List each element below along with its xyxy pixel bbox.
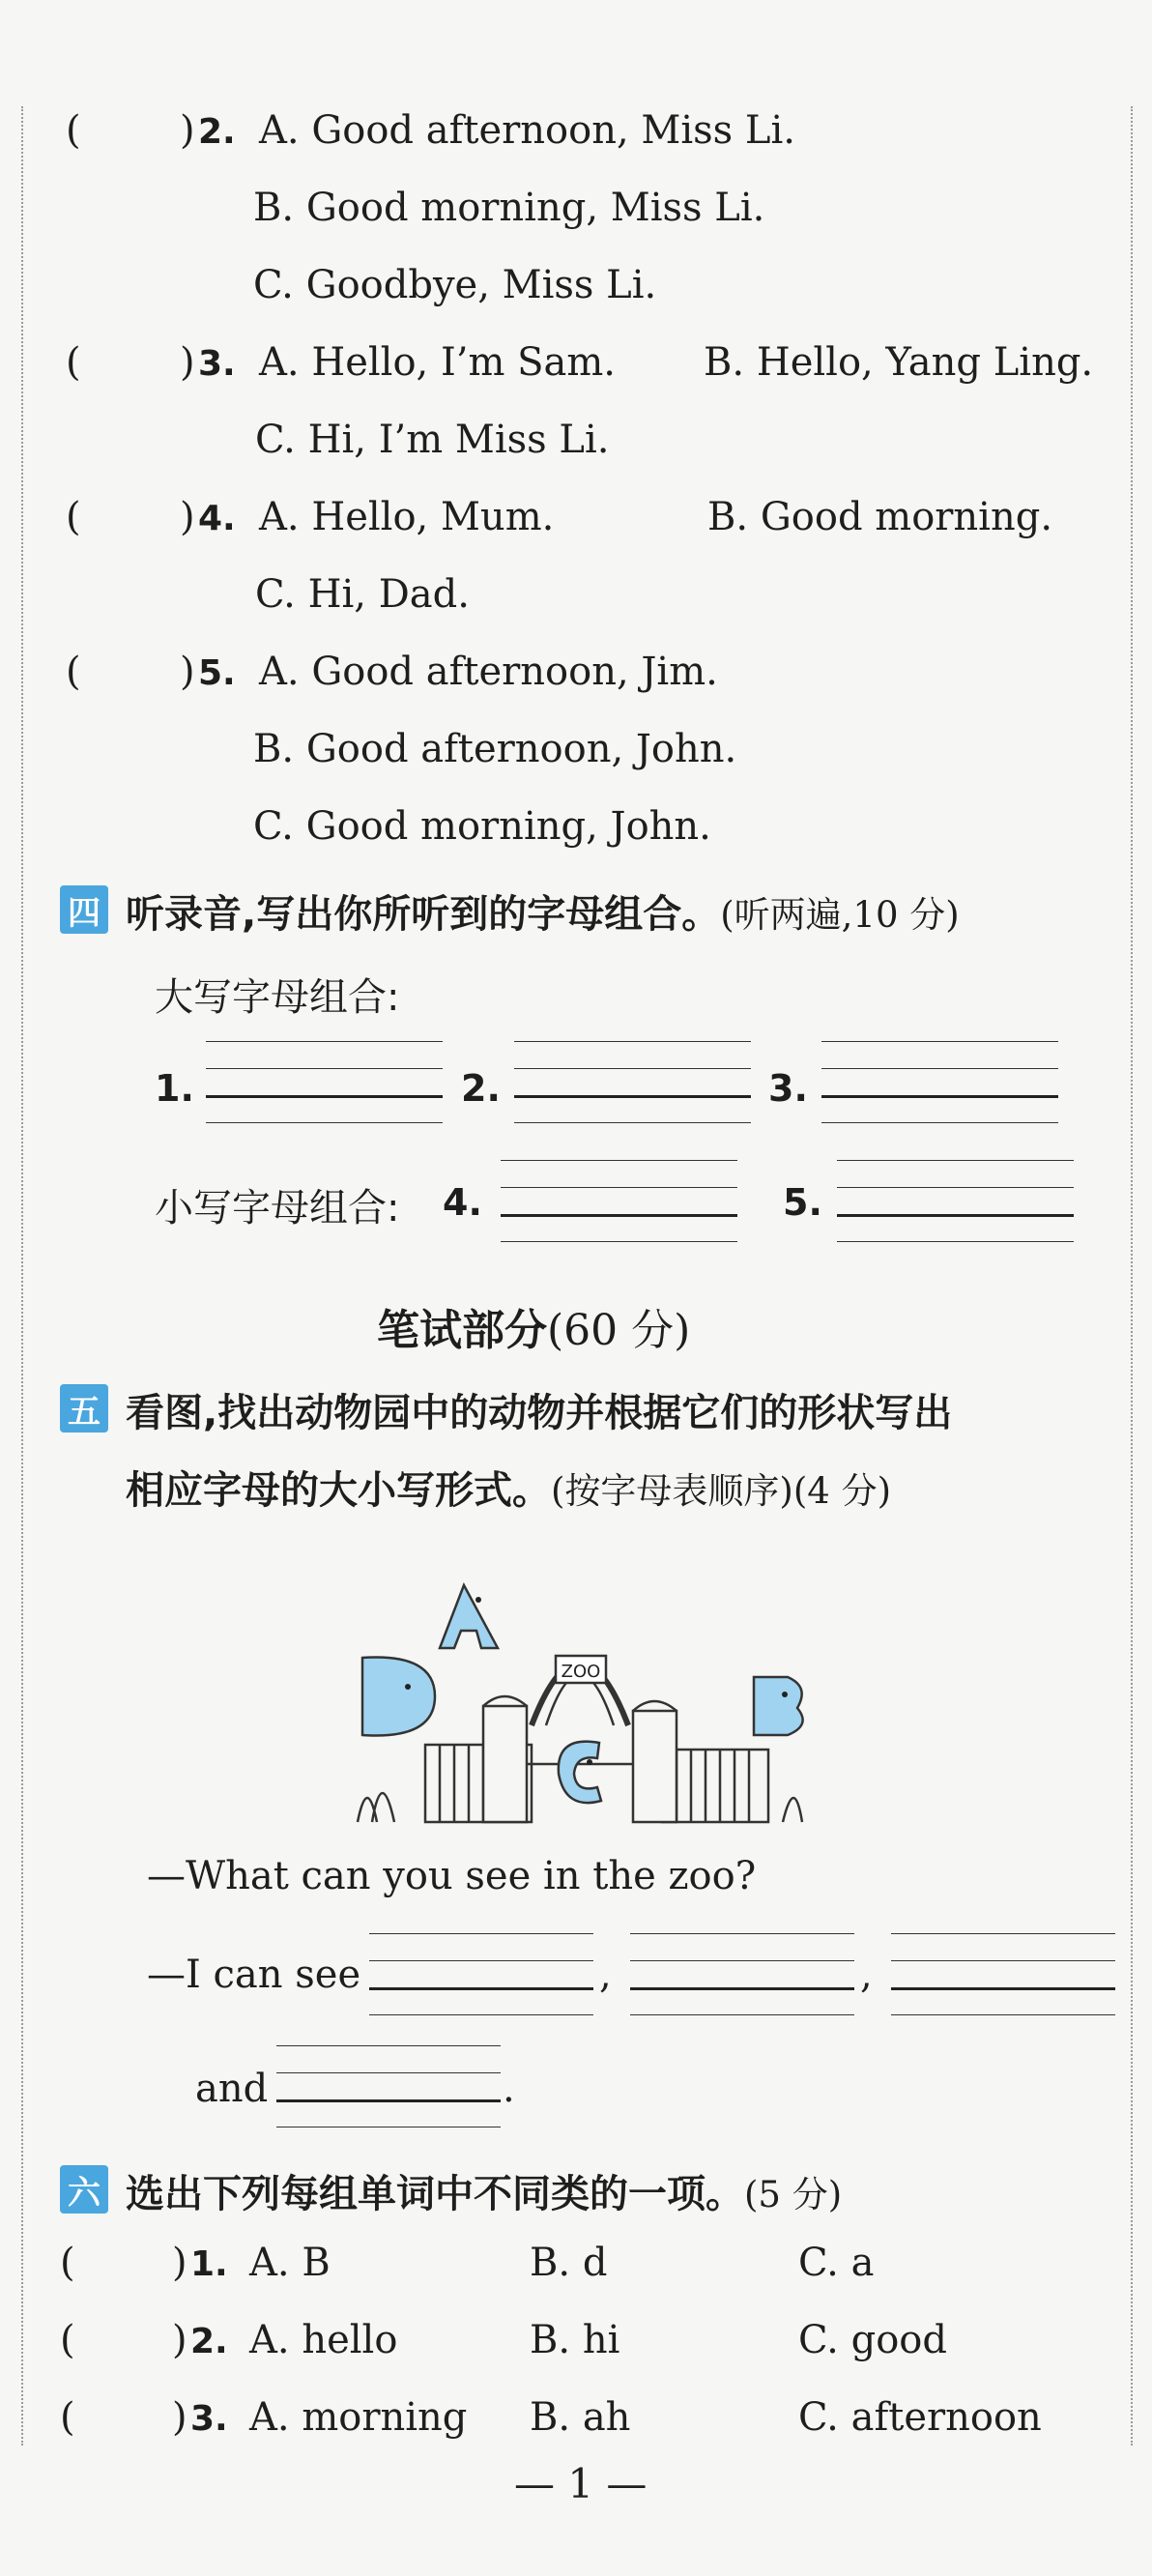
question-number: 1. <box>190 2244 228 2284</box>
answer-paren-close: ) <box>172 2241 187 2285</box>
question-number: 2. <box>190 2322 228 2361</box>
and-word: and <box>195 2067 269 2111</box>
option-c: C. Hi, I’m Miss Li. <box>255 418 610 462</box>
option-b: B. Good morning, Miss Li. <box>253 186 765 230</box>
writing-lines-5[interactable] <box>837 1160 1074 1241</box>
blank-number-1: 1. <box>155 1067 194 1110</box>
lowercase-label: 小写字母组合: <box>155 1186 400 1230</box>
dialogue-answer-start: —I can see <box>147 1953 361 1997</box>
letter-a-crocodile <box>440 1585 498 1648</box>
section-5-instruction: 相应字母的大小写形式。 <box>126 1468 551 1513</box>
zoo-sign: ZOO <box>561 1662 601 1682</box>
answer-paren-open[interactable]: ( <box>66 495 81 539</box>
left-margin-line <box>21 106 23 2446</box>
question-number: 2. <box>198 112 236 152</box>
answer-paren-close: ) <box>180 108 195 153</box>
writing-lines-1[interactable] <box>206 1041 443 1122</box>
section-6-note: (5 分) <box>744 2174 843 2215</box>
answer-paren-open[interactable]: ( <box>66 340 81 385</box>
answer-paren-close: ) <box>180 340 195 385</box>
answer-paren-close: ) <box>180 495 195 539</box>
writing-lines-4[interactable] <box>501 1160 737 1241</box>
answer-paren-open[interactable]: ( <box>60 2395 75 2440</box>
blank-number-3: 3. <box>768 1067 808 1110</box>
option-b: B. ah <box>530 2395 631 2440</box>
comma-2: , <box>860 1953 873 1997</box>
section-5-note: (按字母表顺序)(4 分) <box>551 1470 892 1512</box>
writing-lines-3[interactable] <box>821 1041 1058 1122</box>
option-a: A. morning <box>249 2395 468 2440</box>
option-a: A. Good afternoon, Miss Li. <box>259 108 795 153</box>
option-b: B. Good afternoon, John. <box>253 727 737 771</box>
question-number: 4. <box>198 499 236 538</box>
section-4-instruction: 听录音,写出你所听到的字母组合。 <box>126 892 721 937</box>
section-6-instruction: 选出下列每组单词中不同类的一项。 <box>126 2172 744 2216</box>
answer-paren-close: ) <box>180 650 195 694</box>
answer-paren-close: ) <box>172 2395 187 2440</box>
answer-paren-close: ) <box>172 2318 187 2362</box>
answer-lines-1[interactable] <box>369 1933 593 2014</box>
comma-1: , <box>599 1953 612 1997</box>
option-a: A. hello <box>249 2318 398 2362</box>
right-margin-line <box>1131 106 1133 2446</box>
option-a: A. B <box>249 2241 331 2285</box>
blank-number-5: 5. <box>783 1181 822 1224</box>
answer-lines-2[interactable] <box>630 1933 854 2014</box>
section-5-title-line2 <box>126 1460 891 1515</box>
written-part-score: (60 分) <box>547 1306 691 1355</box>
answer-paren-open[interactable]: ( <box>60 2318 75 2362</box>
option-b: B. Hello, Yang Ling. <box>704 340 1094 385</box>
option-b: B. hi <box>530 2318 620 2362</box>
answer-paren-open[interactable]: ( <box>60 2241 75 2285</box>
answer-lines-4[interactable] <box>276 2045 501 2127</box>
answer-lines-3[interactable] <box>891 1933 1115 2014</box>
option-c: C. afternoon <box>798 2395 1042 2440</box>
letter-d-dolphin <box>362 1658 435 1736</box>
section-badge-4: 四 <box>60 885 108 934</box>
uppercase-label: 大写字母组合: <box>155 975 400 1020</box>
zoo-picture <box>348 1542 812 1832</box>
letter-b-bird <box>754 1677 803 1735</box>
period: . <box>503 2067 515 2111</box>
option-a: A. Hello, I’m Sam. <box>259 340 617 385</box>
written-part-label: 笔试部分 <box>377 1306 547 1355</box>
option-c: C. good <box>798 2318 947 2362</box>
letter-c-cat <box>559 1742 601 1803</box>
question-number: 5. <box>198 653 236 693</box>
question-number: 3. <box>198 344 236 384</box>
option-c: C. Good morning, John. <box>253 804 711 849</box>
option-c: C. Goodbye, Miss Li. <box>253 263 657 307</box>
option-b: B. Good morning. <box>707 495 1053 539</box>
written-part-title <box>377 1295 690 1357</box>
option-b: B. d <box>530 2241 608 2285</box>
section-4-note: (听两遍,10 分) <box>720 894 960 936</box>
option-a: A. Good afternoon, Jim. <box>259 650 718 694</box>
section-badge-5: 五 <box>60 1384 108 1433</box>
blank-number-4: 4. <box>443 1181 482 1224</box>
section-4-title <box>126 883 960 939</box>
blank-number-2: 2. <box>461 1067 501 1110</box>
question-number: 3. <box>190 2399 228 2439</box>
section-badge-6: 六 <box>60 2165 108 2214</box>
answer-paren-open[interactable]: ( <box>66 108 81 153</box>
writing-lines-2[interactable] <box>514 1041 751 1122</box>
section-5-title-line1: 看图,找出动物园中的动物并根据它们的形状写出 <box>126 1391 953 1435</box>
option-c: C. Hi, Dad. <box>255 572 470 617</box>
option-c: C. a <box>798 2241 875 2285</box>
dialogue-question: —What can you see in the zoo? <box>147 1854 757 1898</box>
page-number: — 1 — <box>514 2460 648 2507</box>
section-6-title <box>126 2163 842 2218</box>
answer-paren-open[interactable]: ( <box>66 650 81 694</box>
option-a: A. Hello, Mum. <box>259 495 555 539</box>
